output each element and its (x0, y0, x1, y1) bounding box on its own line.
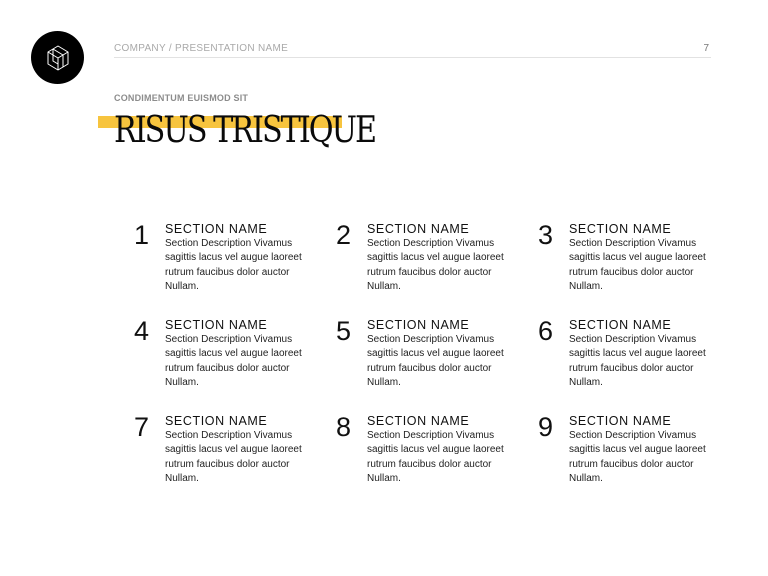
section-item (336, 222, 526, 302)
section-number: 8 (336, 412, 351, 442)
section-description: Section Description Vivamus sagittis lacus vel augue laoreet rutrum faucibus dolor auctor Nullam. (165, 334, 302, 388)
section-item (134, 318, 324, 398)
section-item (336, 318, 526, 398)
section-number: 1 (134, 220, 149, 250)
section-number: 4 (134, 316, 149, 346)
section-description: Section Description Vivamus sagittis lacus vel augue laoreet rutrum faucibus dolor auctor Nullam. (367, 430, 504, 484)
section-item (538, 414, 728, 494)
section-number: 5 (336, 316, 351, 346)
section-number: 6 (538, 316, 553, 346)
cube-icon (43, 43, 73, 73)
section-description: Section Description Vivamus sagittis lacus vel augue laoreet rutrum faucibus dolor auctor Nullam. (569, 430, 706, 484)
section-description: Section Description Vivamus sagittis lacus vel augue laoreet rutrum faucibus dolor auctor Nullam. (165, 430, 302, 484)
section-description: Section Description Vivamus sagittis lacus vel augue laoreet rutrum faucibus dolor auctor Nullam. (165, 238, 302, 292)
section-item (538, 318, 728, 398)
slide-subtitle: CONDIMENTUM EUISMOD SIT (114, 93, 249, 103)
section-name: SECTION NAME (367, 318, 470, 332)
section-description: Section Description Vivamus sagittis lacus vel augue laoreet rutrum faucibus dolor auctor Nullam. (367, 238, 504, 292)
section-name: SECTION NAME (569, 414, 672, 428)
logo (31, 31, 84, 84)
section-number: 3 (538, 220, 553, 250)
section-number: 2 (336, 220, 351, 250)
section-description: Section Description Vivamus sagittis lacus vel augue laoreet rutrum faucibus dolor auctor Nullam. (569, 238, 706, 292)
header-divider (114, 57, 711, 58)
section-name: SECTION NAME (367, 414, 470, 428)
section-item (134, 414, 324, 494)
section-name: SECTION NAME (367, 222, 470, 236)
section-name: SECTION NAME (165, 222, 268, 236)
page-number: 7 (703, 43, 709, 54)
section-name: SECTION NAME (569, 318, 672, 332)
company-presentation-name: COMPANY / PRESENTATION NAME (114, 43, 289, 54)
section-number: 9 (538, 412, 553, 442)
section-name: SECTION NAME (165, 318, 268, 332)
section-name: SECTION NAME (569, 222, 672, 236)
section-description: Section Description Vivamus sagittis lacus vel augue laoreet rutrum faucibus dolor auctor Nullam. (367, 334, 504, 388)
slide-title: RISUS TRISTIQUE (114, 110, 376, 151)
section-description: Section Description Vivamus sagittis lacus vel augue laoreet rutrum faucibus dolor auctor Nullam. (569, 334, 706, 388)
section-item (336, 414, 526, 494)
section-item (134, 222, 324, 302)
section-item (538, 222, 728, 302)
section-name: SECTION NAME (165, 414, 268, 428)
section-number: 7 (134, 412, 149, 442)
